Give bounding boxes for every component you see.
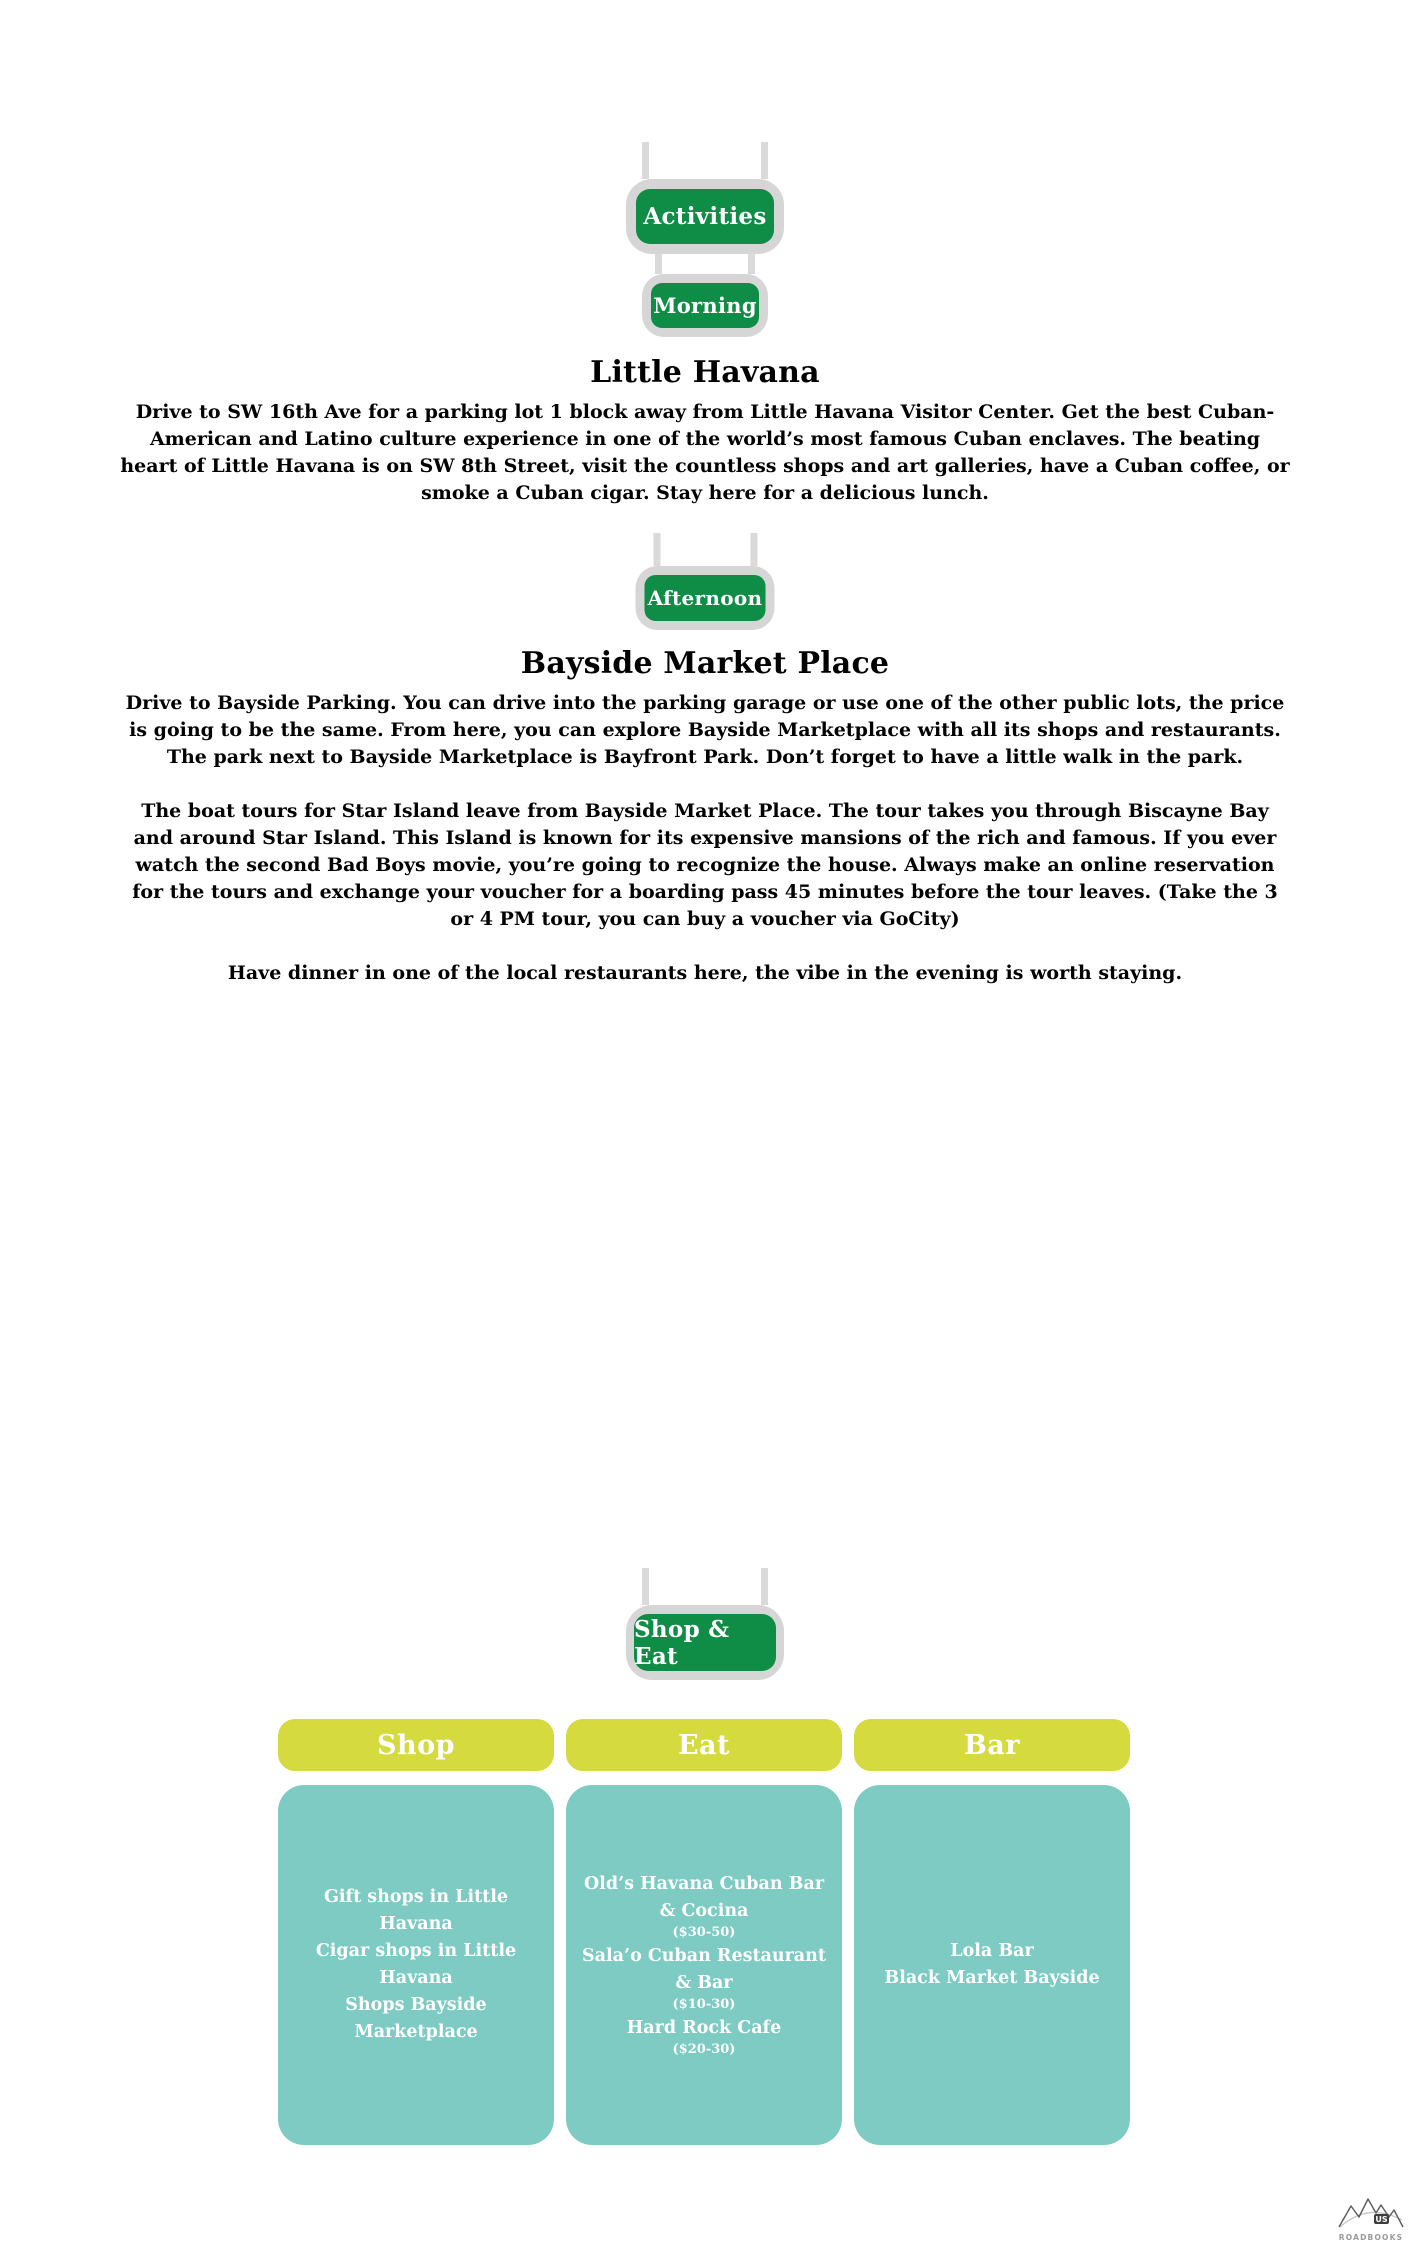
little-havana-title: Little Havana [590,355,820,390]
sign-frame [626,179,784,254]
eat-item-price: ($10-30) [672,1996,736,2012]
eat-item: Hard Rock Cafe ($20-30) [578,2015,830,2060]
activities-morning-sign-group [626,142,784,337]
eat-column-box [566,1785,842,2145]
shop-eat-sign-group [626,1568,784,1680]
shop-eat-sign-label: Shop & Eat [634,1614,776,1671]
sign-posts [655,254,755,274]
eat-column-header: Eat [566,1719,842,1771]
bayside-paragraph-2: The boat tours for Star Island leave from Bayside Market Place. The tour takes you through Biscayne Bay and around Star Island. This Island is known for its expensive mansions of the rich and famous. If you ever watch the second Bad Boys movie, you’re going to recognize the house. Always make an online reservation for the tours and exchange your voucher for a boarding pass 45 minutes before the tour leaves. (Take the 3 or 4 PM tour, you can buy a voucher via GoCity) [132,800,1278,930]
activities-sign-label: Activities [636,189,774,244]
sign-frame [626,1605,784,1680]
bar-column-box [854,1785,1130,2145]
shop-item: Shops Bayside Marketplace [345,1995,487,2042]
activities-sign [626,142,784,254]
bayside-paragraph-3: Have dinner in one of the local restaurants here, the vibe in the evening is worth staying. [227,962,1183,984]
afternoon-sign-group [636,533,775,630]
little-havana-body: Drive to SW 16th Ave for a parking lot 1 block away from Little Havana Visitor Center. Get the best Cuban-American and Latino culture experience in one of the world’s most famous Cuban enclaves. The beating heart of Little Havana is on SW 8th Street, visit the countless shops and art galleries, have a Cuban coffee, or smoke a Cuban cigar. Stay here for a delicious lunch. [120,401,1290,504]
sign-posts [642,1568,768,1605]
eat-column [566,1719,842,2145]
bayside-paragraph-1: Drive to Bayside Parking. You can drive into the parking garage or use one of the other public lots, the price is going to be the same. From here, you can explore Bayside Marketplace with all its shops and restaurants. The park next to Bayside Marketplace is Bayfront Park. Don’t forget to have a little walk in the park. [125,692,1285,768]
mountains-icon [1338,2196,1404,2230]
eat-item: Sala’o Cuban Restaurant & Bar ($10-30) [578,1943,830,2015]
shop-item: Cigar shops in Little Havana [315,1941,517,1988]
afternoon-sign [636,533,775,630]
shop-column [278,1719,554,2145]
bar-column-header: Bar [854,1719,1130,1771]
shop-eat-sign [626,1568,784,1680]
bayside-title: Bayside Market Place [520,646,890,681]
sign-frame [642,274,768,337]
bar-item: Black Market Bayside [884,1968,1100,1988]
morning-sign-label: Morning [651,283,759,328]
bar-column [854,1719,1130,2145]
sign-posts [642,142,768,179]
shop-column-header: Shop [278,1719,554,1771]
svg-text:US: US [1375,2215,1388,2224]
little-havana-section [120,355,1290,507]
eat-item-price: ($20-30) [672,2041,736,2057]
morning-sign [642,254,768,337]
shop-eat-bar-columns [278,1719,1131,2145]
shop-column-box [278,1785,554,2145]
sign-posts [653,533,757,566]
bar-item: Lola Bar [950,1941,1034,1961]
logo-wordmark: ROADBOOKS [1338,2233,1404,2242]
sign-frame [636,566,775,630]
bayside-section [120,646,1290,987]
shop-item: Gift shops in Little Havana [323,1887,509,1934]
eat-item: Old’s Havana Cuban Bar & Cocina ($30-50) [578,1871,830,1943]
us-roadbooks-logo [1336,2196,1406,2242]
eat-item-price: ($30-50) [672,1924,736,1940]
afternoon-sign-label: Afternoon [645,575,766,621]
